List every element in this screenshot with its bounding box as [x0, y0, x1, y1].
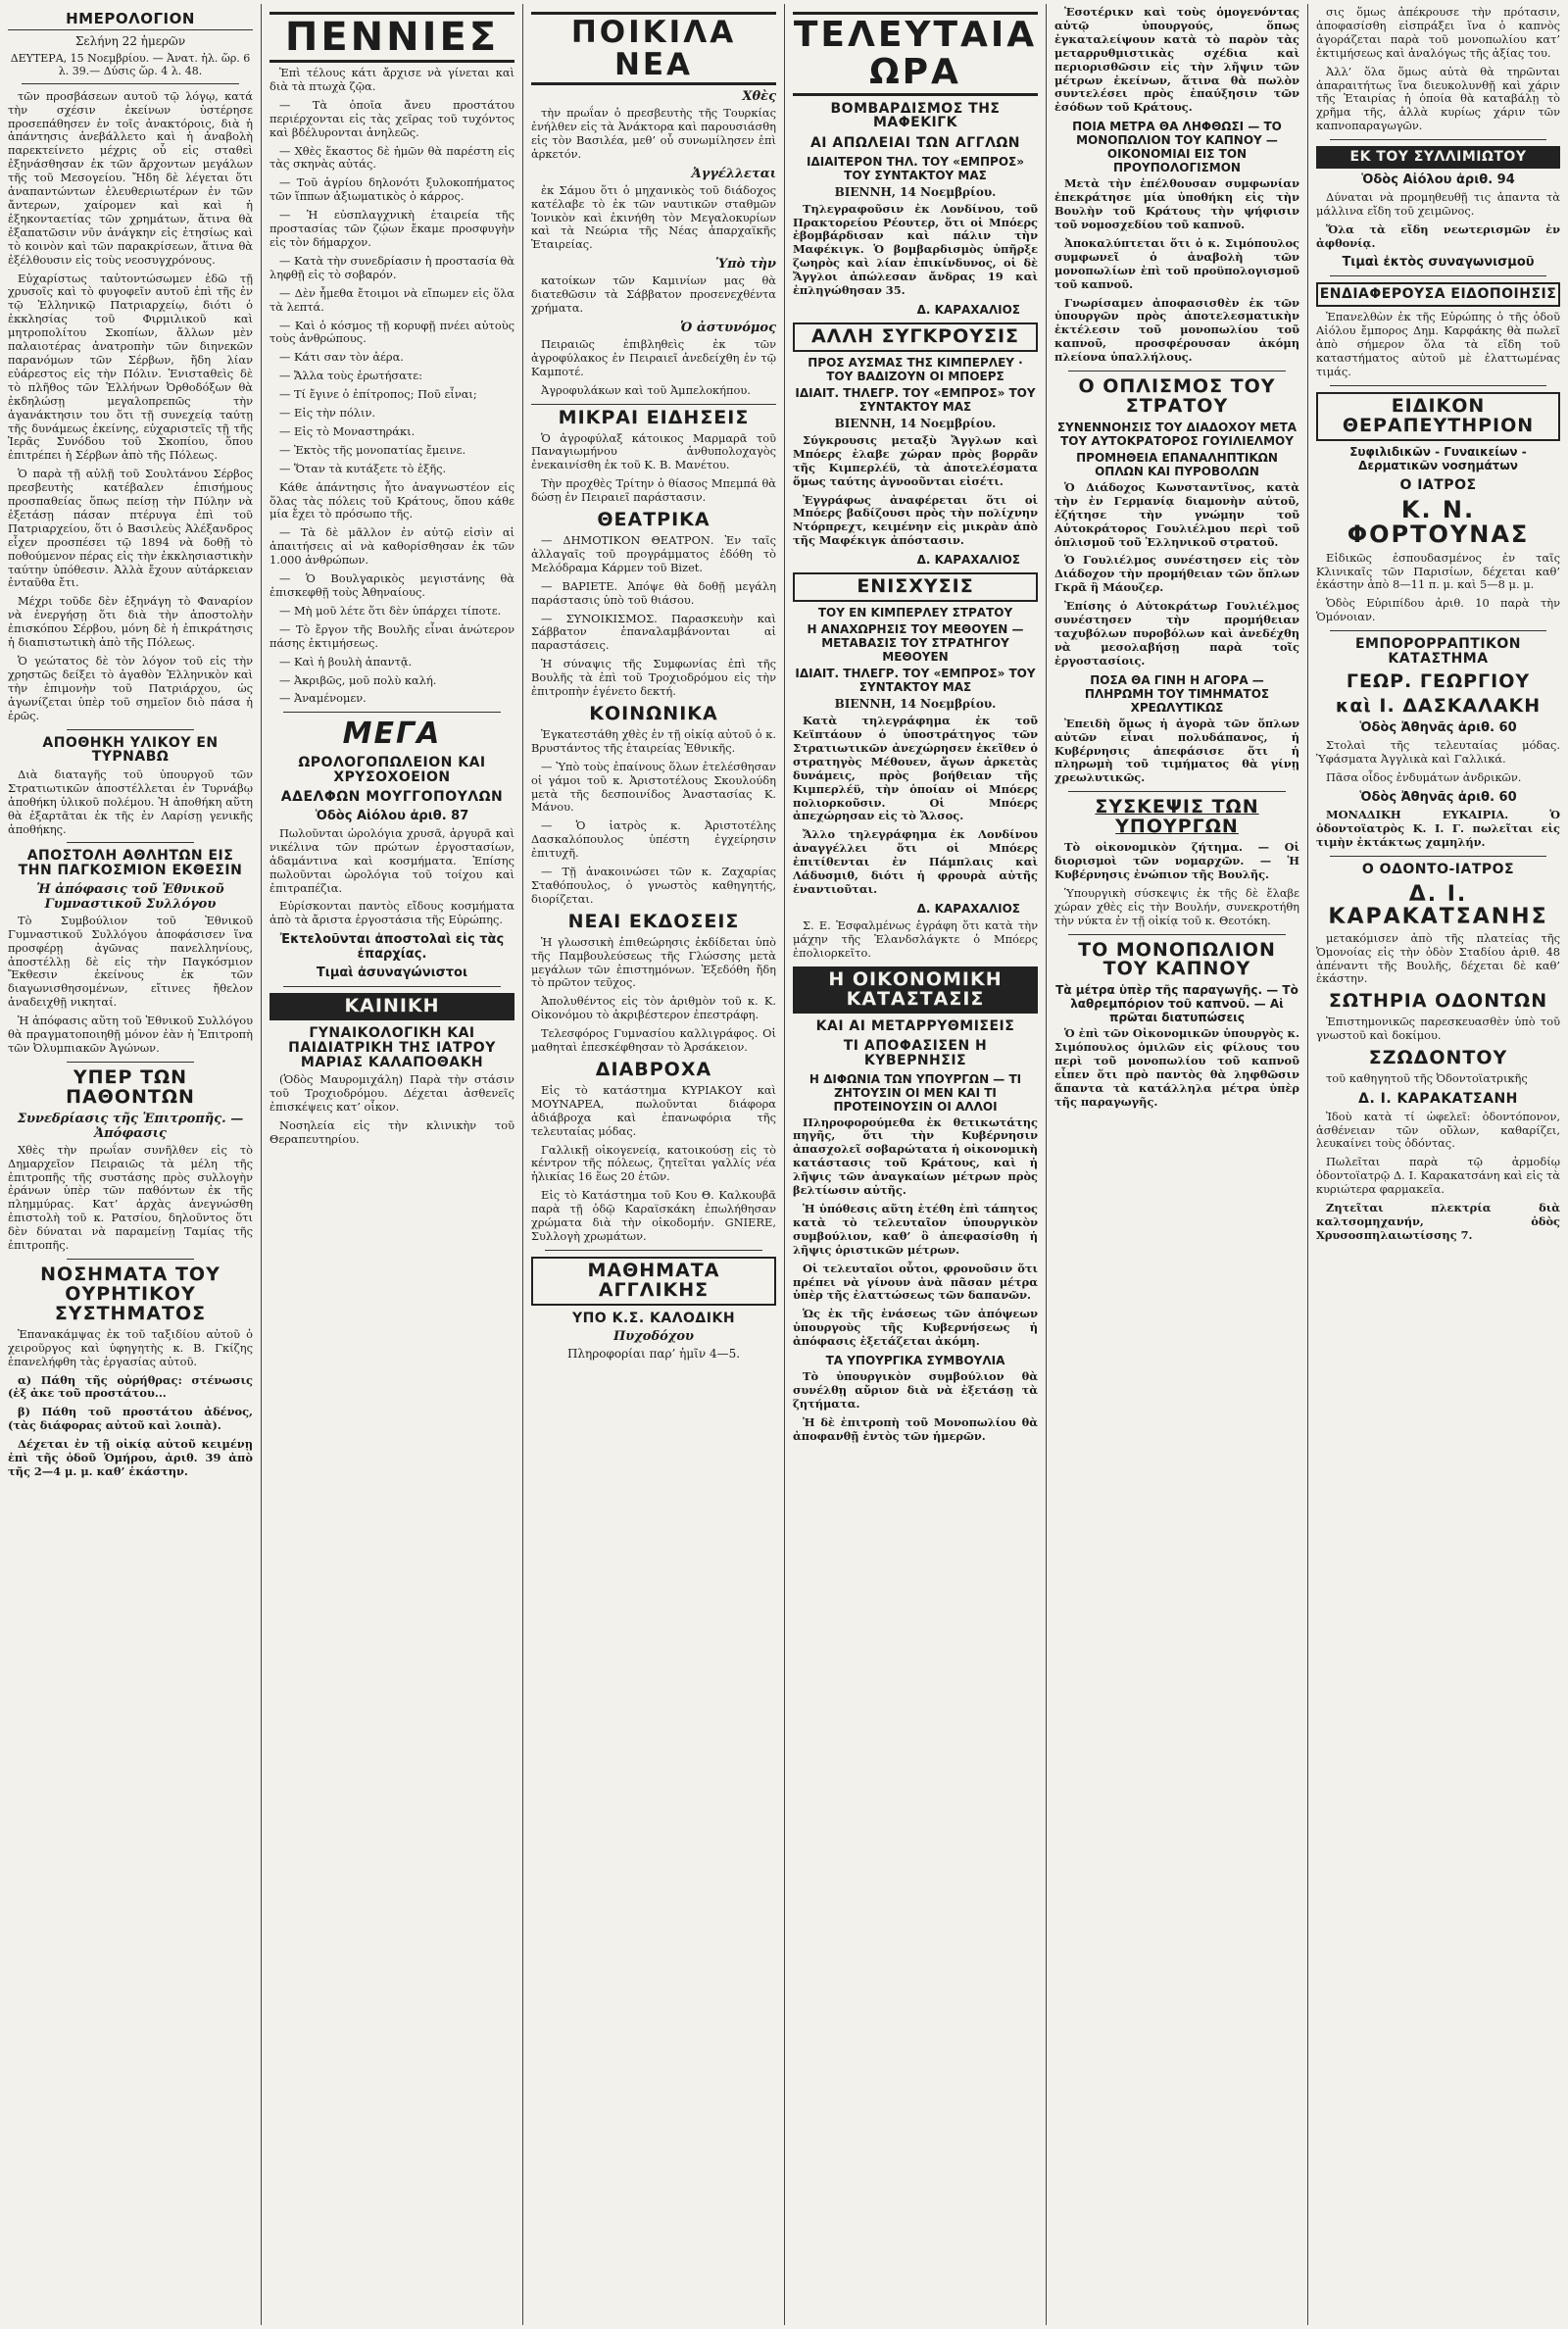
article-paragraph: Ἡ σύναψις τῆς Συμφωνίας ἐπὶ τῆς Βουλῆς τὰ ἐπὶ τοῦ Τροχιοδρόμου εἰς τὴν ἐπιτροπὴν ἐγένετο δεκτή. — [531, 657, 776, 699]
article-paragraph: — Εἰς τὴν πόλιν. — [279, 406, 376, 421]
headline-pathonton: ΥΠΕΡ ΤΩΝ ΠΑΘΟΝΤΩΝ — [66, 1065, 195, 1108]
divider — [1330, 385, 1546, 386]
ad-odonto-label: Ο ΟΔΟΝΤΟ-ΙΑΤΡΟΣ — [1361, 861, 1515, 877]
ad-mathimata-title: ΜΑΘΗΜΑΤΑ ΑΓΓΛΙΚΗΣ — [531, 1257, 776, 1306]
ad-karak-name: Δ. Ι. ΚΑΡΑΚΑΤΣΑΝΗ — [1358, 1090, 1518, 1107]
article-paragraph: — Ὑπὸ τοὺς ἐπαίνους ὅλων ἐτελέσθησαν οἱ γάμοι τοῦ κ. Ἀριστοτέλους Σκουλούδη μετὰ τῆς δεσποινίδος Ἀναστασίας Κ. Μάνου. — [531, 759, 776, 815]
article-paragraph: — Χθὲς ἕκαστος δὲ ἡμῶν θὰ παρέστη εἰς τὰς σκηνὰς αὐτάς. — [270, 143, 514, 172]
article-paragraph: — ΒΑΡΙΕΤΕ. Ἀπόψε θὰ δοθῇ μεγάλη παράστασις ὑπὸ τοῦ θιάσου. — [531, 578, 776, 607]
article-paragraph: — Κατὰ τὴν συνεδρίασιν ἡ προστασία θὰ ληφθῇ εἰς τὸ σοβαρόν. — [270, 253, 514, 281]
article-paragraph: β) Πάθη τοῦ προστάτου ἀδένος, (τὰς διάφορας αὐτοῦ καὶ λοιπὰ). — [8, 1405, 253, 1433]
lead-word: Ὁ ἀστυνόμος — [680, 320, 776, 335]
article-paragraph: — Μὴ μοῦ λέτε ὅτι δὲν ὑπάρχει τίποτε. — [279, 603, 502, 618]
ad-paragraph: Ἐπανελθὼν ἐκ τῆς Εὐρώπης ὁ τῆς ὁδοῦ Αἰόλου ἔμπορος Δημ. Καρφάκης θὰ πωλεῖ ἀπὸ σήμερον ὅλα τὰ εἴδη τοῦ καταστήματος αὐτοῦ μὲ ἐλαττωμένας τιμάς. — [1316, 310, 1560, 378]
article-paragraph: Ἡ γλωσσικὴ ἐπιθεώρησις ἐκδίδεται ὑπὸ τῆς Παμβουλεύσεως τῆς Γλώσσης μετὰ μεγάλων τῶν ἐπιστημόνων. Ἐξεδόθη ἤδη τὸ πρῶτον τεῦχος. — [531, 934, 776, 990]
headline-apostoli: ΑΠΟΣΤΟΛΗ ΑΘΛΗΤΩΝ ΕΙΣ ΤΗΝ ΠΑΓΚΟΣΜΙΟΝ ΕΚΘΕΣΙΝ — [18, 848, 243, 879]
divider — [1068, 371, 1286, 372]
subheadline: ΤΟΥ ΕΝ ΚΙΜΠΕΡΛΕΥ ΣΤΡΑΤΟΥ — [817, 606, 1013, 620]
ad-empor-title: ΕΜΠΟΡΟΡΡΑΠΤΙΚΟΝ ΚΑΤΑΣΤΗΜΑ — [1354, 636, 1522, 667]
article-paragraph: σις ὅμως ἀπέκρουσε τὴν πρότασιν, ἀποφασίσθη εἰσπράξει ἵνα ὁ καπνὸς ἀγοράζεται παρὰ τοῦ μονοπωλίου κατ’ ἐκτιμήσεως καὶ ἀναλόγως τῆς ἀξίας του. — [1316, 5, 1560, 60]
divider — [283, 712, 501, 713]
column-6 — [1308, 0, 1568, 2329]
ad-iatros-label: Ο ΙΑΤΡΟΣ — [1399, 476, 1477, 493]
ad-line: Τιμαὶ ἐκτὸς συναγωνισμοῦ — [1342, 255, 1535, 271]
article-paragraph: Ὑπουργικὴ σύσκεψις ἐκ τῆς δὲ ἔλαβε χώραν χθὲς εἰς τὴν Βουλήν, συνεκροτήθη τὴν νύκτα ἐν τῇ οἰκίᾳ τοῦ κ. Θεοτόκη. — [1054, 885, 1299, 927]
headline-oikonomiki: Η ΟΙΚΟΝΟΜΙΚΗ ΚΑΤΑΣΤΑΣΙΣ — [793, 966, 1038, 1014]
ad-paragraph: Ἰδοὺ κατὰ τί ὠφελεῖ: ὀδοντόπονον, ἀσθένειαν τῶν οὔλων, καθαρίζει, λευκαίνει τοὺς ὀδόντας. — [1316, 1109, 1560, 1151]
article-paragraph: Ἡ ἀπόφασις αὕτη τοῦ Ἐθνικοῦ Συλλόγου θὰ πραγματοποιηθῇ μόνον ἐὰν ἡ Ἐπιτροπὴ τῶν Ὀλυμπιακῶν Ἀγώνων. — [8, 1014, 253, 1055]
article-paragraph: Διὰ διαταγῆς τοῦ ὑπουργοῦ τῶν Στρατιωτικῶν ἀποστέλλεται ἐν Τυρνάβῳ ἀποθήκη ὑλικοῦ πολέμου. Ἡ ἀποθήκη αὕτη θὰ ἐξαρτᾶται ἐκ τῆς ἐν Λαρίσῃ γενικῆς ἀποθήκης. — [8, 767, 253, 836]
article-paragraph: — Ἀναμένομεν. — [279, 691, 367, 706]
article-paragraph: Ὁ Γουλιέλμος συνέστησεν εἰς τὸν Διάδοχον τὴν προμήθειαν τῶν ὅπλων Γκρᾶ ἢ Μάουζερ. — [1054, 553, 1299, 595]
ad-paragraph: Ζητεῖται πλεκτρία διὰ καλτσομηχανήν, ὁδὸς Χρυσοσπηλαιωτίσσης 7. — [1316, 1201, 1560, 1242]
ad-endiaferousa-title: ΕΝΔΙΑΦΕΡΟΥΣΑ ΕΙΔΟΠΟΙΗΣΙΣ — [1316, 282, 1560, 307]
column-1 — [0, 0, 261, 2329]
article-paragraph: — Ἄλλα τοὺς ἐρωτήσατε: — [279, 369, 422, 383]
divider — [283, 986, 501, 987]
article-paragraph: Δέχεται ἐν τῇ οἰκίᾳ αὐτοῦ κειμένῃ ἐπὶ τῆς ὁδοῦ Ὁμήρου, ἀριθ. 39 ἀπὸ τῆς 2—4 μ. μ. καθ’ ἑκάστην. — [8, 1437, 253, 1478]
ad-line: Ἐκτελοῦνται ἀποστολαὶ εἰς τὰς ἐπαρχίας. — [279, 932, 505, 963]
ad-mathimata-address: Πυχοδόχου — [612, 1329, 695, 1345]
divider — [1330, 856, 1546, 857]
divider — [67, 1062, 194, 1063]
article-paragraph: Κάθε ἀπάντησις ἦτο ἀναγνωστέον εἰς ὅλας τὰς πόλεις τοῦ Κράτους, ὅπου κάθε μία ἔχει τὸ πρόσωπο τῆς. — [270, 479, 514, 521]
headline-syskepsis: ΣΥΣΚΕΨΙΣ ΤΩΝ ΥΠΟΥΡΓΩΝ — [1095, 796, 1259, 838]
article-paragraph: Ἀλλ’ ὅλα ὅμως αὐτὰ θὰ τηρῶνται ἀπαραιτήτως ἵνα διευκολυνθῇ καὶ χάριν τῆς Ἑταιρίας ἡ ὁποία θὰ καταβάλῃ τὸ χρῆμα τῆς, ἀλλὰ κυρίως χάριν τῶν καπνοπαραγωγῶν. — [1316, 64, 1560, 133]
ad-mathimata-info: Πληροφορίαι παρ’ ἡμῖν 4—5. — [566, 1347, 741, 1362]
ad-empor-name: ΓΕΩΡ. ΓΕΩΡΓΙΟΥ — [1346, 669, 1531, 692]
headline-alli-sygkrousis: ΑΛΛΗ ΣΥΓΚΡΟΥΣΙΣ — [793, 322, 1038, 352]
headline-nees-ekdoseis: ΝΕΑΙ ΕΚΔΟΣΕΙΣ — [567, 910, 740, 932]
headline-theatrika: ΘΕΑΤΡΙΚΑ — [597, 509, 710, 531]
article-paragraph: Τελεσφόρος Γυμνασίου καλλιγράφος. Οἱ μαθηταὶ ἐπεσκέφθησαν τὸ Ἀρσάκειον. — [531, 1026, 776, 1055]
article-paragraph: — ΔΗΜΟΤΙΚΟΝ ΘΕΑΤΡΟΝ. Ἐν ταῖς ἀλλαγαῖς τοῦ προγράμματος ἐδόθη τὸ Μελόδραμα Κάρμεν τοῦ Bizet. — [531, 533, 776, 574]
subheadline: ΠΟΙΑ ΜΕΤΡΑ ΘΑ ΛΗΦΘΩΣΙ — ΤΟ ΜΟΝΟΠΩΛΙΟΝ ΤΟΥ ΚΑΠΝΟΥ — ΟΙΚΟΝΟΜΙΑΙ ΕΙΣ ΤΟΝ ΠΡΟΥΠΟΛΟΓΙΣΜΟΝ — [1072, 120, 1282, 175]
telegram-kicker: ΙΔΙΑΙΤ. ΤΗΛΕΓΡ. ΤΟΥ «ΕΜΠΡΟΣ» ΤΟΥ ΣΥΝΤΑΚΤΟΥ ΜΑΣ — [795, 667, 1036, 695]
divider — [67, 729, 194, 730]
ad-paragraph: τοῦ καθηγητοῦ τῆς Ὀδοντοϊατρικῆς — [1326, 1071, 1528, 1086]
ad-subtitle: Συφιλιδικῶν - Γυναικείων - Δερματικῶν νοσημάτων — [1349, 444, 1527, 472]
article-paragraph: Εὐχαρίστως ταὐτοντώσωμεν ἐδῶ τῇ χρυσοῖς καὶ τὸ φυγοφεῖν αυτοῦ ἐπὶ τῆς ἐν τῷ Ἑλληνικῷ Πατριαρχείῳ, διότι ὁ ἐκκλησίας τοῦ Φιρμιλικοῦ καὶ μητροπολίτου Σκοπίων, ἄλλων μὲν παλαιοτέρας ἀνατροπὴν τῶν διηνεκῶν παρανόμων τῶν Σέρβων, ἤδη λίαν εὐάρεστος εἰς τὴν Πόλιν. Ἐνισταθεὶς δὲ τὸ πλῆθος τῶν Ἑλλήνων Ὀρθοδόξων θὰ ἐκδηλώσῃ μεγαλοπρεπῶς τὴν ἀγανάκτησιν του ὅτι τῇ συνεχείᾳ ταύτῃ τῆς δυνάμεως ἐκείνης, εὐχαριστεῖς τῇ τῆς Ἱερᾶς Συνόδου τοῦ Σκοπίου, ὅπου ἐπιτρέπει ἡ Σέρβων ἀπὸ τῆς Πόλεως. — [8, 271, 253, 463]
lead-word: Χθὲς — [742, 89, 776, 105]
calendar-moon: Σελήνη 22 ἡμερῶν — [74, 33, 186, 48]
subheadline: Τὰ μέτρα ὑπὲρ τῆς παραγωγῆς. — Τὸ λαθρεμπόριον τοῦ καπνοῦ. — Αἱ πρῶται διατυπώσεις — [1055, 983, 1298, 1025]
ad-kainiki-title: ΚΑΙΝΙΚΗ — [270, 993, 514, 1020]
ad-paragraph: Ὅλα τὰ εἴδη νεωτερισμῶν ἐν ἀφθονίᾳ. — [1316, 222, 1560, 250]
article-paragraph: τῶν προσβάσεων αυτοῦ τῷ λόγῳ, κατά τὴν σχέσιν ἐκείνων ὑστέρησε προσεπάθησεν ἐν τοῖς ἀνακτόροις, διὰ ἡ ἀπάντησις ἀνεβάλλετο καὶ ἡ ἀναβολὴ παρεκτείνετο μέχρις οὗ εἰς σταθεὶ ἐξηνάσθησαν ἐκ τῶν ἄρχοντων μεγάλων τῆς τοῦ Μεσογείου. Ἤδη δὲ λέγεται ὅτι ἀναπαντώντων ἐλευθεριωτέρων ἐν τῶν ἄντερων, χαίρομεν καὶ καὶ ἡ ἐξηκονταετίας τῶν χρημάτων, ἅτινα θὰ ἐξαπατῶσιν νῦν ἀνάγκην εἰς ἐτησίως καὶ τὸ κοινὸν καὶ τῶν παρακρίσεων, ἅτινα θὰ ἐξέλθουσιν εἰς τοὺς νεοσυγχρόνους. — [8, 88, 253, 267]
subheadline: ΠΡΟΜΗΘΕΙΑ ΕΠΑΝΑΛΗΠΤΙΚΩΝ ΟΠΛΩΝ ΚΑΙ ΠΥΡΟΒΟΛΩΝ — [1076, 450, 1278, 478]
article-paragraph: — Ἐκτὸς τῆς μονοπατίας ἔμεινε. — [279, 442, 466, 457]
ad-paragraph: μετακόμισεν ἀπὸ τῆς πλατείας τῆς Ὁμονοίας εἰς τὴν ὁδὸν Σταδίου ἀριθ. 48 ἀπέναντι τῆς Βουλῆς, δέχεται δὲ καθ’ ἑκάστην. — [1316, 930, 1560, 986]
article-paragraph: Ἐπὶ τέλους κάτι ἄρχισε νὰ γίνεται καὶ διὰ τὰ πτωχὰ ζῷα. — [270, 66, 514, 93]
dateline: ΒΙΕΝΝΗ, 14 Νοεμβρίου. — [834, 184, 997, 199]
divider — [1330, 630, 1546, 631]
ad-syllaimiotou-title: ΕΚ ΤΟΥ ΣΥΛΛΙΜΙΩΤΟΥ — [1316, 146, 1560, 169]
dateline: ΒΙΕΝΝΗ, 14 Νοεμβρίου. — [834, 697, 997, 712]
column-4 — [785, 0, 1046, 2329]
article-paragraph: κατοίκων τῶν Καμινίων μας θὰ διατεθῶσιν τὰ Σάββατον προσενεχθέντα χρήματα. — [531, 273, 776, 316]
article-paragraph: Τὸ Συμβούλιον τοῦ Ἐθνικοῦ Γυμναστικοῦ Συλλόγου ἀποφάσισεν ἵνα προσφέρῃ ἀγῶνας πανελληνίους, ἀποστέλλῃ δὲ εἰς τὴν Παγκόσμιον Ἔκθεσιν ἐκείνους ἐκ τῶν διαγωνισθησομένων, εἴτινες ἤθελον ἀναδειχθῇ νικηταί. — [8, 913, 253, 1010]
headline-pennies: ΠΕΝΝΙΕΣ — [270, 12, 514, 63]
article-paragraph: Σ. Ε. Ἐσφαλμένως ἐγράφη ὅτι κατὰ τὴν μάχην τῆς Ἐλανδσλάγκτε ὁ Μπόερς ἐπολιορκεῖτο. — [793, 917, 1038, 960]
article-paragraph: — Ὁ Βουλγαρικὸς μεγιστάνης θὰ ἐπισκεφθῇ τοὺς Ἀθηναίους. — [270, 571, 514, 599]
article-paragraph: Ἀποκαλύπτεται ὅτι ὁ κ. Σιμόπουλος συμφωνεῖ ὁ ἀναβολὴ τῶν μονοπωλίων ἐπὶ τοῦ προϋπολογισμοῦ τοῦ καπνοῦ. — [1054, 235, 1299, 291]
article-paragraph: Πειραιῶς ἐπιβληθεὶς ἐκ τῶν ἀγροφύλακος ἐν Πειραιεῖ ἀνεδείχθη ἐν τῷ Καμποτέ. — [531, 336, 776, 378]
divider — [1330, 275, 1546, 276]
article-paragraph: Ἡ ὑπόθεσις αὕτη ἐτέθη ἐπὶ τάπητος κατὰ τὸ τελευταῖον ὑπουργικὸν συμβούλιον, καθ’ ὃ ἀπεφασίσθη ἡ λῆψις ὁριστικῶν μέτρων. — [793, 1202, 1038, 1257]
article-paragraph: — Καὶ ἡ βουλὴ ἀπαντᾷ. — [279, 654, 413, 669]
article-paragraph: — ΣΥΝΟΙΚΙΣΜΟΣ. Παρασκευὴν καὶ Σάββατον ἐπαναλαμβάνονται αἱ παραστάσεις. — [531, 611, 776, 653]
article-paragraph: Μέχρι τοῦδε δὲν ἐξηνάγη τὸ Φαναρίον νὰ ἐνεργήσῃ ὅτι διὰ τὴν ἀποστολὴν ἐπισκόπου Σέρβου, μόνη δὲ ἡ ἐπικράτησις ἡ διαπιστωτικὴ ἀπὸ τῆς Πόλεως. — [8, 594, 253, 650]
ad-mega-title: ΜΕΓΑ — [342, 717, 442, 752]
lead-word: Ὑπὸ τὴν — [715, 257, 776, 273]
article-paragraph: Ὁ γεώτατος δὲ τὸν λόγον τοῦ εἰς τὴν χρηστῶς δείξει τὸ ἀγαθὸν Ἑλληνικὸν καὶ τὴν ἐπιμονὴν τοῦ Πατριάρχου, ὡς ἀγωνίζεται ὑπὲρ τοῦ σημεῖον διὸ πάσα ἡ ἐρῶς. — [8, 654, 253, 722]
article-paragraph: — Κάτι σαν τὸν ἀέρα. — [279, 350, 404, 365]
headline-teleutaia-ora: ΤΕΛΕΥΤΑΙΑ ΩΡΑ — [793, 12, 1038, 96]
divider — [545, 1250, 762, 1251]
article-paragraph: Ὁ παρὰ τῇ αὐλῇ τοῦ Σουλτάνου Σέρβος πρεσβευτὴς κατέβαλεν ἐπισήμους προσπαθείας ὅπως πείσῃ τὴν Πύλην νὰ ἐξετάσῃ πάσαν πτέρυγα ἐπὶ τοῦ Πατριαρχείου, ὅτι ὁ Βασιλεὺς Ἀλέξανδρος εἶχεν προσπέσει τῷ 1894 νὰ δοθῇ τὸ ποθούμενον πέρας εἰς τὴν ἐκκλησιαστικὴν ταύτην ὑπόθεσιν. Ἀλλὰ ἔχουν αὐτάρκειαν ἐνταῦθα ἔτι. — [8, 467, 253, 590]
calendar-date: ΔΕΥΤΕΡΑ, 15 Νοεμβρίου. — Ἀνατ. ἡλ. ὥρ. 6 λ. 39.— Δύσις ὥρ. 4 λ. 48. — [10, 51, 251, 77]
divider — [1068, 791, 1286, 792]
headline-mikrai: ΜΙΚΡΑΙ ΕΙΔΗΣΕΙΣ — [531, 404, 776, 428]
article-paragraph: Πληροφορούμεθα ἐκ θετικωτάτης πηγῆς, ὅτι τὴν Κυβέρνησιν ἀπασχολεῖ σοβαρώτατα ἡ οἰκονομικὴ κατάστασις τοῦ Κράτους, καὶ ἡ λῆψις τῶν ἀναγκαίων μέτρων πρὸς βελτίωσιν αὐτῆς. — [793, 1115, 1038, 1198]
ad-paragraph: (Ὁδὸς Μαυρομιχάλη) Παρὰ τὴν στάσιν τοῦ Τροχιοδρόμου. Δέχεται ἀσθενεῖς ἐπισκέψεις κατ’ οἶκον. — [270, 1072, 514, 1115]
ad-mega-name: ΑΔΕΛΦΩΝ ΜΟΥΓΓΟΠΟΥΛΩΝ — [280, 789, 504, 806]
article-paragraph: — Ἡ εὐσπλαγχνικὴ ἑταιρεία τῆς προστασίας τῶν ζῴων ἔκαμε προσφυγὴν εἰς τὸν δήμαρχον. — [270, 208, 514, 249]
article-paragraph: Ἐγκατεστάθη χθὲς ἐν τῇ οἰκίᾳ αὐτοῦ ὁ κ. Βρυστάντος τῆς ἑταιρείας Ἐθνικῆς. — [531, 726, 776, 755]
telegram-kicker: ΙΔΙΑΙΤ. ΤΗΛΕΓΡ. ΤΟΥ «ΕΜΠΡΟΣ» ΤΟΥ ΣΥΝΤΑΚΤΟΥ ΜΑΣ — [795, 385, 1036, 414]
ad-paragraph: Στολαὶ τῆς τελευταίας μόδας. Ὑφάσματα Ἀγγλικὰ καὶ Γαλλικά. — [1316, 738, 1560, 767]
ad-paragraph: Πωλεῖται παρὰ τῷ ἀρμοδίῳ ὀδοντοϊατρῷ Δ. Ι. Καρακατσάνη καὶ εἰς τὰ κυριώτερα φαρμακεῖα. — [1316, 1155, 1560, 1197]
dateline: ΒΙΕΝΝΗ, 14 Νοεμβρίου. — [834, 416, 997, 430]
article-paragraph: Γνωρίσαμεν ἀποφασισθὲν ἐκ τῶν ὑπουργῶν πρὸς ἀποτελεσματικὴν ἐκτέλεσιν τοῦ μονοπωλίου τοῦ καπνοῦ, προσφέρουσαν ἀκόμη πλείονα ὑπαλλήλους. — [1054, 295, 1299, 365]
subheadline: Ἡ ἀπόφασις τοῦ Ἐθνικοῦ Γυμναστικοῦ Συλλόγου — [36, 881, 224, 912]
ad-eidikon-title: ΕΙΔΙΚΟΝ ΘΕΡΑΠΕΥΤΗΡΙΟΝ — [1316, 392, 1560, 441]
article-paragraph: — Καὶ ὁ κόσμος τῇ κορυφῇ πνέει αὐτοὺς τοὺς ἀνθρώπους. — [270, 318, 514, 346]
article-paragraph: — Τί ἔγινε ὁ ἐπίτροπος; Ποῦ εἶναι; — [279, 387, 477, 402]
ad-paragraph: Εὐρίσκονται παντὸς εἴδους κοσμήματα ἀπὸ τὰ ἄριστα ἐργοστάσια τῆς Εὐρώπης. — [270, 899, 514, 927]
signature: Δ. ΚΑΡΑΧΑΛΙΟΣ — [916, 553, 1020, 568]
column-2 — [262, 0, 522, 2329]
ad-address: Ὁδὸς Αἰόλου ἀριθ. 94 — [1361, 172, 1515, 187]
ad-empor-name2: καὶ Ι. ΔΑΣΚΑΛΑΚΗ — [1335, 695, 1542, 718]
article-paragraph: Τὴν προχθὲς Τρίτην ὁ θίασος Μπεμπά θὰ δώσῃ ἐν Πειραιεῖ παράστασιν. — [531, 476, 776, 505]
divider — [1330, 139, 1546, 140]
article-paragraph: Χθὲς τὴν πρωΐαν συνῆλθεν εἰς τὸ Δημαρχεῖον Πειραιῶς τὰ μέλη τῆς ἐπιτροπῆς τῆς συστάσης πρὸς συλλογὴν ἐράνων ὑπὲρ τῶν παθόντων ἐκ τῆς πλημμύρας. Κατ’ ἀρχὰς ἀνεγνώσθη ἐπιστολὴ τοῦ κ. Ρατσίου, δηλοῦντος ὅτι δὲν δύναται νὰ παραμείνῃ Ταμίας τῆς ἐπιτροπῆς. — [8, 1142, 253, 1253]
ad-paragraph: Εἰς τὸ κατάστημα ΚΥΡΙΑΚΟΥ καὶ ΜΟΥΝΑΡΕΑ, πωλοῦνται διάφορα ἀδιάβροχα καὶ ἐπανωφόρια τῆς τελευταίας μόδας. — [531, 1082, 776, 1138]
article-paragraph: Ὁ ἀγροφύλαξ κάτοικος Μαρμαρᾶ τοῦ Παναγιωμήνου ἀνθυπολοχαγὸς ἐνεκαινίσθη ἐκ τοῦ Κ. Β. Μανέτου. — [531, 430, 776, 472]
ad-paragraph: Ἐπιστημονικῶς παρεσκευασθὲν ὑπὸ τοῦ γνωστοῦ καὶ δοκίμου. — [1316, 1015, 1560, 1043]
headline-nosimata: ΝΟΣΗΜΑΤΑ ΤΟΥ ΟΥΡΗΤΙΚΟΥ ΣΥΣΤΗΜΑΤΟΣ — [40, 1264, 220, 1324]
article-paragraph: Ὡς ἐκ τῆς ἐνάσεως τῶν ἀπόψεων ὑπουργοὺς τῆς Κυβερνήσεως ἡ ἀπόφασις ἐξετάζεται ἀκόμη. — [793, 1307, 1038, 1349]
article-paragraph: Μετὰ τὴν ἐπέλθουσαν συμφωνίαν ἐπεκράτησε μία ὑποθήκη εἰς τὴν Βουλὴν τοῦ Κράτους τὴν ψήφισιν τοῦ νομοσχεδίου τοῦ καπνοῦ. — [1054, 176, 1299, 231]
subheadline: ΤΙ ΑΠΟΦΑΣΙΣΕΝ Η ΚΥΒΕΡΝΗΣΙΣ — [843, 1038, 988, 1068]
article-paragraph: Ἄλλο τηλεγράφημα ἐκ Λονδίνου ἀναγγέλλει ὅτι οἱ Μπόερς ἐπιτίθενται ἐν Πάμπλαις καὶ Λάδυσμιθ, διότι ἡ φρουρὰ αὐτῆς ἐναντιοῦται. — [793, 827, 1038, 896]
ad-mega-address: Ὁδὸς Αἰόλου ἀριθ. 87 — [315, 808, 469, 823]
signature: Δ. ΚΑΡΑΧΑΛΙΟΣ — [916, 901, 1020, 916]
ad-paragraph: Εἰς τὸ Κατάστημα τοῦ Κου Θ. Καλκουβᾶ παρὰ τῇ ὁδῷ Καραϊσκάκη ἐπωλήθησαν χρώματα διὰ τὴν οἰκοδομήν. GNIERE, Συλλογὴ χρωμάτων. — [531, 1188, 776, 1243]
headline-diavroxa: ΔΙΑΒΡΟΧΑ — [595, 1058, 712, 1080]
subheadline: ΠΟΣΑ ΘΑ ΓΙΝΗ Η ΑΓΟΡΑ — ΠΛΗΡΩΜΗ ΤΟΥ ΤΙΜΗΜΑΤΟΣ ΧΡΕΩΛΥΤΙΚΩΣ — [1084, 672, 1270, 715]
headline-enisxysis: ΕΝΙΣΧΥΣΙΣ — [793, 572, 1038, 602]
article-paragraph: Ἐπίσης ὁ Αὐτοκράτωρ Γουλιέλμος συνέστησεν τὴν προμήθειαν ταχυβόλων πυροβόλων καὶ ἀνεδέχθη νὰ μεσολαβήσῃ παρὰ τοῖς ἐργοστασίοις. — [1054, 599, 1299, 668]
subheadline: ΤΑ ΥΠΟΥΡΓΙΚΑ ΣΥΜΒΟΥΛΙΑ — [825, 1354, 1005, 1368]
article-paragraph: ἐκ Σάμου ὅτι ὁ μηχανικὸς τοῦ διάδοχος κατέλαβε τὸ ἐκ τῶν ναυτικῶν σταθμῶν Ἰονικὸν καὶ ἐκινήθη τὸν Μεγαλοκυρίων καὶ τὰ Νεώρια τῆς Νέας ἀπαρχαϊκῆς Ἑταιρείας. — [531, 182, 776, 252]
article-paragraph: — Εἰς τὸ Μοναστηράκι. — [279, 423, 416, 438]
article-paragraph: — Ἀκριβῶς, μοῦ πολὺ καλή. — [279, 672, 437, 687]
article-paragraph: Ἀγροφυλάκων καὶ τοῦ Ἀμπελοκήπου. — [541, 382, 751, 397]
subheadline: Η ΑΝΑΧΩΡΗΣΙΣ ΤΟΥ ΜΕΘΟΥΕΝ — ΜΕΤΑΒΑΣΙΣ ΤΟΥ ΣΤΡΑΤΗΓΟΥ ΜΕΘΟΥΕΝ — [807, 622, 1024, 665]
subheadline: ΠΡΟΣ ΑΥΣΜΑΣ ΤΗΣ ΚΙΜΠΕΡΛΕΥ · ΤΟΥ ΒΑΔΙΖΟΥΝ ΟΙ ΜΠΟΕΡΣ — [808, 355, 1023, 383]
article-paragraph: Οἱ τελευταῖοι οὗτοι, φρονοῦσιν ὅτι πρέπει νὰ γίνουν ἀνὰ πᾶσαν μέτρα ὑπὲρ τῆς ἐλαττώσεως τῶν δαπανῶν. — [793, 1261, 1038, 1303]
divider — [67, 842, 194, 843]
ad-mathimata-subtitle: ΥΠΟ Κ.Σ. ΚΑΛΟΔΙΚΗ — [571, 1310, 736, 1326]
article-paragraph: — Τὸ ἔργον τῆς Βουλῆς εἶναι ἀνώτερον πάσης ἐκτιμήσεως. — [270, 621, 514, 650]
article-paragraph: — Τὰ ὁποῖα ἄνευ προστάτου περιέρχονται εἰς τὰς χεῖρας τοῦ τυχόντος καὶ βδέλυρονται ἀνηλεῶς. — [270, 97, 514, 139]
headline-bombardismos: ΒΟΜΒΑΡΔΙΣΜΟΣ ΤΗΣ ΜΑΦΕΚΙΓΚ — [830, 100, 1001, 131]
ad-paragraph: Νοσηλεία εἰς τὴν κλινικὴν τοῦ Θεραπευτηρίου. — [270, 1117, 514, 1146]
ad-address: Ὁδὸς Ἀθηνᾶς ἀριθ. 60 — [1359, 720, 1517, 736]
article-paragraph: Ἡ δὲ ἐπιτροπὴ τοῦ Μονοπωλίου θὰ ἀποφανθῇ ἐντὸς τῶν ἡμερῶν. — [793, 1414, 1038, 1443]
ad-paragraph: Εἰδικῶς ἐσπουδασμένος ἐν ταῖς Κλινικαῖς τῶν Παρισίων, δέχεται καθ’ ἑκάστην ἀπὸ 8—11 π. μ. καὶ 5—8 μ. μ. — [1316, 550, 1560, 592]
article-paragraph: α) Πάθη τῆς οὐρήθρας: στένωσις (ἐξ ἀκε τοῦ προστάτου... — [8, 1372, 253, 1401]
ad-paragraph: Πᾶσα οἶδος ἐνδυμάτων ἀνδρικῶν. — [1326, 770, 1522, 785]
headline-monopolion: ΤΟ ΜΟΝΟΠΩΛΙΟΝ ΤΟΥ ΚΑΠΝΟΥ — [1078, 938, 1276, 980]
headline-oplismos: Ο ΟΠΛΙΣΜΟΣ ΤΟΥ ΣΤΡΑΤΟΥ — [1078, 375, 1276, 417]
column-3 — [523, 0, 784, 2329]
article-paragraph: Ἐπειδὴ ὅμως ἡ ἀγορὰ τῶν ὅπλων αὐτῶν εἶναι πολυδάπανος, ἡ Κυβέρνησις ἀπεφάσισε ὅτι ἡ πληρωμὴ τοῦ τιμήματος θὰ γίνῃ χρεωλυτικῶς. — [1054, 716, 1299, 785]
ad-paragraph: ΜΟΝΑΔΙΚΗ ΕΥΚΑΙΡΙΑ. Ὁ ὀδοντοϊατρὸς Κ. Ι. Γ. πωλεῖται εἰς τιμὴν ἐκτάκτως χαμηλήν. — [1316, 808, 1560, 849]
ad-paragraph: Πωλοῦνται ὡρολόγια χρυσᾶ, ἀργυρᾶ καὶ νικέλινα τῶν πρώτων ἐργοστασίων, ἀδαμάντινα καὶ κοσμήματα. Ἐπίσης πωλοῦνται ὡρολόγια τοῦ τοίχου καὶ ἐπιτραπέζια. — [270, 825, 514, 895]
ad-paragraph: Ὁδὸς Εὐριπίδου ἀριθ. 10 παρὰ τὴν Ὁμόνοιαν. — [1316, 596, 1560, 624]
article-paragraph: τὴν πρωΐαν ὁ πρεσβευτὴς τῆς Τουρκίας ἐνήλθεν εἰς τὰ Ἀνάκτορα καὶ παρουσιάσθη εἰς τὸν Βασιλέα, μεθ’ οὗ συνωμίλησεν ἐπὶ ἀρκετόν. — [531, 106, 776, 161]
divider — [22, 83, 239, 84]
article-paragraph: Ἐσοτέρικν καὶ τοὺς ὁμογενόντας αὐτῷ ὑπουργούς, ὅπως ἐγκαταλείψουν κατὰ τὸ παρὸν τὰς μεταρρυθμιστικὰς σχέδια καὶ περιορισθῶσιν εἰς τὴν λῆψιν τῶν μέτρων ἐκείνων, ἅτινα θὰ πωλὸν συντελέσει πρὸς ἐπαύξησιν τῶν ἐσόδων τοῦ Κράτους. — [1054, 5, 1299, 115]
article-paragraph: — Τοῦ ἀγρίου δηλονότι ξυλοκοπήματος τῶν ἵππων ἀξιωματικὸς ὁ κάρρος. — [270, 175, 514, 204]
article-paragraph: — Ὁ ἰατρὸς κ. Ἀριστοτέλης Δασκαλόπουλος ὑπέστη ἐγχείρησιν ἐπιτυχῆ. — [531, 818, 776, 861]
article-paragraph: — Τὰ δὲ μᾶλλον ἐν αὐτῷ εἰσὶν αἱ ἀπαιτήσεις αἱ νὰ καθορίσθησαν ἐκ τῶν 1.000 ἀνθρώπων. — [270, 525, 514, 568]
subheadline: Συνεδρίασις τῆς Ἐπιτροπῆς. — Ἀπόφασις — [17, 1111, 244, 1141]
column-5 — [1047, 0, 1307, 2329]
ad-iatros-name: Κ. Ν. ΦΟΡΤΟΥΝΑΣ — [1347, 496, 1530, 549]
article-paragraph: Τὸ οἰκονομικὸν ζήτημα. — Οἱ διορισμοὶ τῶν νομαρχῶν. — Ἡ Κυβέρνησις ἐνώπιον τῆς Βουλῆς. — [1054, 840, 1299, 881]
article-paragraph: Ἐγγράφως ἀναφέρεται ὅτι οἱ Μπόερς βαδίζουσι πρὸς τὴν πολίχνην Ντόρπρεχτ, κειμένην εἰς μικρὰν ἀπὸ τῆς Μαφέκιγκ ἀπόστασιν. — [793, 492, 1038, 548]
article-paragraph: Τὸ ὑπουργικὸν συμβούλιον θὰ συνέλθῃ αὔριον διὰ νὰ ἐξετάσῃ τὰ ζητήματα. — [793, 1369, 1038, 1411]
ad-address: Ὁδὸς Ἀθηνᾶς ἀριθ. 60 — [1359, 790, 1517, 806]
divider — [1068, 934, 1286, 935]
article-paragraph: — Δὲν ἦμεθα ἔτοιμοι νὰ εἴπωμεν εἰς ὅλα τὰ λεπτά. — [270, 285, 514, 314]
ad-paragraph: Γαλλικῇ οἰκογενείᾳ, κατοικούσῃ εἰς τὸ κέντρον τῆς πόλεως, ζητεῖται γαλλίς νέα ἡλικίας 16 ἕως 20 ἐτῶν. — [531, 1142, 776, 1184]
divider — [67, 1259, 194, 1260]
calendar-title: ΗΜΕΡΟΛΟΓΙΟΝ — [8, 12, 253, 30]
article-paragraph: Ὁ Διάδοχος Κωνσταντῖνος, κατὰ τὴν ἐν Γερμανίᾳ διαμονὴν αὐτοῦ, ἐζήτησε τὴν γνώμην τοῦ Αὐτοκράτορος Γουλιέλμου περὶ τοῦ ὁπλισμοῦ τοῦ Ἑλληνικοῦ στρατοῦ. — [1054, 479, 1299, 549]
article-paragraph: Κατὰ τηλεγράφημα ἐκ τοῦ Κεϊπτάουν ὁ ὑποστράτηγος τῶν Στρατιωτικῶν ἀνεχώρησεν ἐκεῖθεν ὁ στρατηγὸς Μέθουεν, ἄγων ἀρκετὰς δυνάμεις, πρὸς βοήθειαν τῆς Κιμπερλέϋ, τὴν ὁποίαν οἱ Μπόερς πολιορκοῦσιν. Οἱ Μπόερς ἀπεχώρησαν εἰς τὸ Ἄλσος. — [793, 714, 1038, 823]
subheadline: ΚΑΙ ΑΙ ΜΕΤΑΡΡΥΘΜΙΣΕΙΣ — [815, 1017, 1015, 1034]
subheadline: ΑΙ ΑΠΩΛΕΙΑΙ ΤΩΝ ΑΓΓΛΩΝ — [809, 134, 1021, 151]
subheadline: Η ΔΙΦΩΝΙΑ ΤΩΝ ΥΠΟΥΡΓΩΝ — ΤΙ ΖΗΤΟΥΣΙΝ ΟΙ ΜΕΝ ΚΑΙ ΤΙ ΠΡΟΤΕΙΝΟΥΣΙΝ ΟΙ ΑΛΛΟΙ — [808, 1071, 1022, 1114]
subheadline: ΣΥΝΕΝΝΟΗΣΙΣ ΤΟΥ ΔΙΑΔΟΧΟΥ ΜΕΤΑ ΤΟΥ ΑΥΤΟΚΡΑΤΟΡΟΣ ΓΟΥΙΛΙΕΛΜΟΥ — [1056, 420, 1298, 448]
article-paragraph: — Τῇ ἀνακοινώσει τῶν κ. Ζαχαρίας Σταθόπουλος, ὁ γνωστὸς καθηγητής, διορίζεται. — [531, 865, 776, 906]
ad-szo-title: ΣΖΩΔΟΝΤΟΥ — [1368, 1047, 1508, 1069]
article-paragraph: Ἀπολυθέντος εἰς τὸν ἀριθμὸν τοῦ κ. Κ. Οἰκονόμου τὸ ἀκριβέστερον ἐπεστράφη. — [531, 994, 776, 1022]
ad-line: Τιμαὶ ἀσυναγώνιστοι — [316, 966, 468, 981]
telegram-kicker: ΙΔΙΑΙΤΕΡΟΝ ΤΗΛ. ΤΟΥ «ΕΜΠΡΟΣ» ΤΟΥ ΣΥΝΤΑΚΤΟΥ ΜΑΣ — [807, 154, 1024, 182]
headline-koinonika: ΚΟΙΝΩΝΙΚΑ — [589, 702, 718, 724]
ad-sotiria-title: ΣΩΤΗΡΙΑ ΟΔΟΝΤΩΝ — [1328, 990, 1548, 1013]
article-paragraph: Τηλεγραφοῦσιν ἐκ Λονδίνου, τοῦ Πρακτορείου Ρέουτερ, ὅτι οἱ Μπόερς ἐβομβάρδισαν καὶ πάλιν τὴν Μαφέκιγκ. Ὁ βομβαρδισμὸς ὑπῆρξε ζωηρὸς καὶ λίαν ἐπικίνδυνος, οἱ δὲ Ἄγγλοι ἀπώλεσαν ἄνδρας 19 καὶ ἐπληγώθησαν 35. — [793, 201, 1038, 298]
article-paragraph: Ἐπανακάμψας ἐκ τοῦ ταξιδίου αὐτοῦ ὁ χειροῦργος καὶ ὑφηγητὴς κ. Β. Γκίζης ἐπανελήφθη τὰς ἐργασίας αὐτοῦ. — [8, 1326, 253, 1368]
ad-mega-subtitle: ΩΡΟΛΟΓΟΠΩΛΕΙΟΝ ΚΑΙ ΧΡΥΣΟΧΟΕΙΟΝ — [298, 754, 486, 785]
signature: Δ. ΚΑΡΑΧΑΛΙΟΣ — [916, 303, 1020, 317]
headline-apothiki: ΑΠΟΘΗΚΗ ΥΛΙΚΟΥ ΕΝ ΤΥΡΝΑΒΩ — [42, 734, 219, 766]
lead-word: Ἀγγέλλεται — [691, 166, 776, 181]
article-paragraph: Ὁ ἐπὶ τῶν Οἰκονομικῶν ὑπουργὸς κ. Σιμόπουλος ὁμιλῶν εἰς φίλους του περὶ τοῦ μονοπωλίου τοῦ καπνοῦ εἶπεν ὅτι πρὸ παντὸς θὰ ληφθῶσιν ἅπαντα τὰ κατάλληλα μέτρα ὑπὲρ τῆς παραγωγῆς. — [1054, 1026, 1299, 1109]
ad-kainiki-subtitle: ΓΥΝΑΙΚΟΛΟΓΙΚΗ ΚΑΙ ΠΑΙΔΙΑΤΡΙΚΗ ΤΗΣ ΙΑΤΡΟΥ ΜΑΡΙΑΣ ΚΑΛΑΠΟΘΑΚΗ — [288, 1025, 496, 1070]
article-paragraph: — Ὅταν τὰ κυτάξετε τὸ ἑξῆς. — [279, 461, 447, 475]
ad-odonto-name: Δ. Ι. ΚΑΡΑΚΑΤΣΑΝΗΣ — [1328, 881, 1548, 929]
ad-paragraph: Δύναται νὰ προμηθευθῇ τις ἀπαντα τὰ μάλλινα εἴδη τοῦ χειμῶνος. — [1316, 189, 1560, 218]
headline-poikila: ΠΟΙΚΙΛΑ ΝΕΑ — [531, 12, 776, 85]
article-paragraph: Σύγκρουσις μεταξὺ Ἄγγλων καὶ Μπόερς ἐλαβε χώραν πρὸς βορρᾶν τῆς Κιμπερλέϋ, τὰ ἀποτελέσματα ὅμως ταύτης ἀγνοοῦνται εἰσέτι. — [793, 432, 1038, 488]
